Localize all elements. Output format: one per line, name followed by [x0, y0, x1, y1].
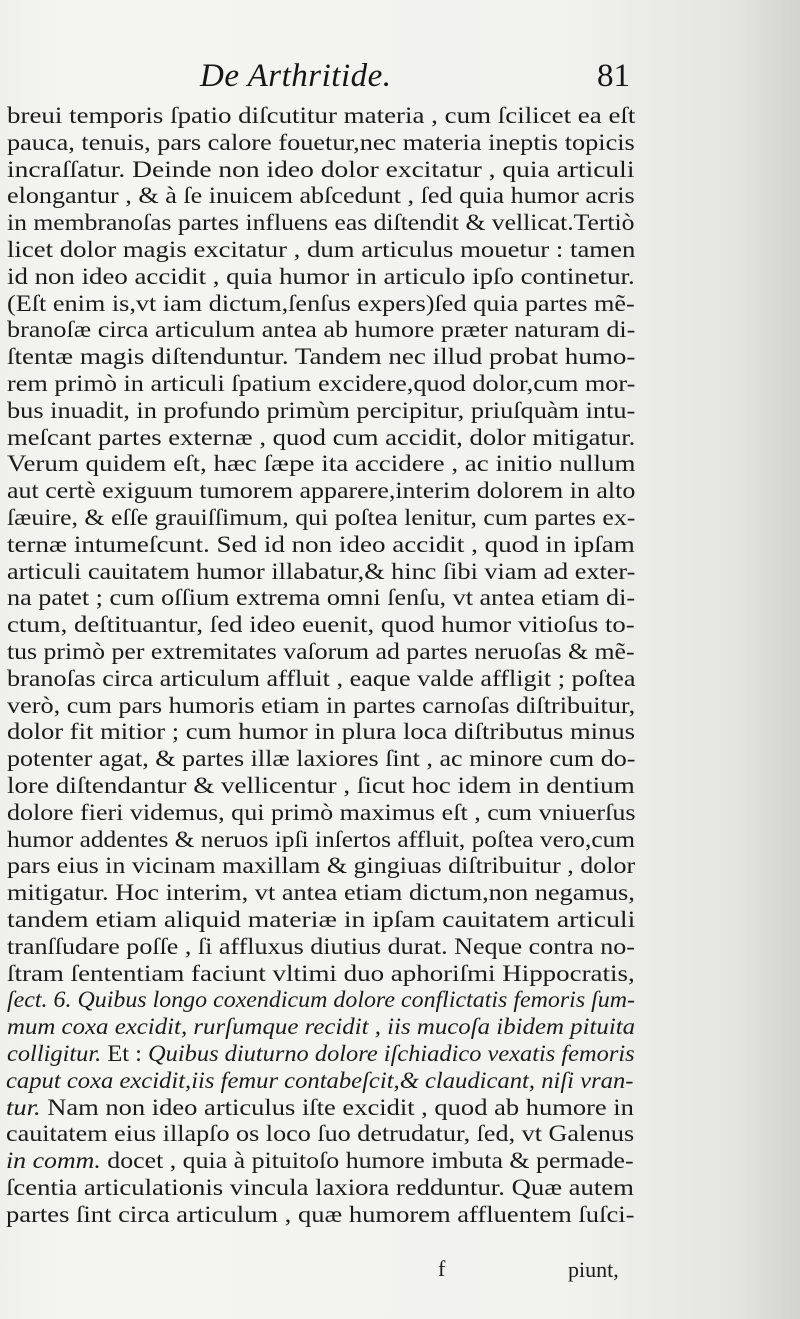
text-line [7, 746, 635, 772]
text-line [7, 987, 635, 1013]
text-line [7, 693, 635, 719]
line-text: id non ideo accidit , quia humor in articulo ipſo continetur. [7, 263, 635, 290]
text-line [7, 157, 634, 183]
line-text: in comm. [6, 1148, 101, 1175]
line-text: articuli cauitatem humor illabatur,& hinc ſibi viam ad exter- [7, 558, 636, 585]
text-line [7, 344, 635, 370]
text-line [7, 237, 635, 263]
text-line [7, 532, 635, 558]
text-line [7, 1041, 635, 1067]
line-text: ſcentia articulationis vincula laxiora redduntur. Quæ autem [6, 1175, 634, 1201]
catchword: piunt, [568, 1257, 619, 1282]
line-text: mitigatur. Hoc interim, vt antea etiam dictum,non negamus, [7, 880, 635, 907]
line-text: dolore fieri videmus, qui primò maximus eſt , cum vniuerſus [7, 799, 636, 826]
line-text: rem primò in articuli ſpatium excidere,quod dolor,cum mor- [7, 371, 636, 397]
line-text: incraſſatur. Deinde non ideo dolor excitatur , quia articuli [7, 156, 635, 183]
line-text: ſect. 6. Quibus longo coxendicum dolore conflictatis femoris ſum- [7, 987, 635, 1014]
line-text: colligitur. [7, 1041, 102, 1067]
text-line [7, 800, 635, 826]
line-text: ctum, deſtituantur, ſed ideo euenit, quod humor vitioſus to- [7, 612, 635, 639]
line-text: in membranoſas partes influens eas diſtendit & vellicat.Tertiò [7, 210, 635, 237]
line-text: branoſas circa articulum affluit , eaque valde affligit ; poſtea [7, 665, 636, 692]
line-text: mum coxa excidit, rurſumque recidit , iis mucoſa ibidem pituita [7, 1014, 636, 1041]
line-text: bus inuadit, in profundo primùm percipitur, priuſquàm intu- [7, 397, 636, 424]
text-line [7, 478, 635, 504]
text-line [7, 719, 635, 745]
text-line [7, 639, 635, 665]
text-line [7, 183, 635, 209]
text-line [7, 264, 635, 290]
text-line [6, 1121, 634, 1147]
line-text: branoſæ circa articulum antea ab humore præter naturam di- [7, 317, 636, 344]
text-line [7, 103, 635, 129]
text-line [6, 1202, 634, 1228]
line-text: pars eius in vicinam maxillam & gingiuas diſtribuitur , dolor [7, 853, 636, 880]
line-text: tandem etiam aliquid materiæ in ipſam cauitatem articuli [7, 907, 636, 933]
line-text: humor addentes & neruos ipſi inſertos affluit, poſtea vero,cum [7, 826, 636, 853]
line-text: dolor fit mitior ; cum humor in plura loca diſtributus minus [7, 719, 636, 746]
text-line [7, 505, 635, 531]
line-text: (Eſt enim is,vt iam dictum,ſenſus expers)ſed quia partes mẽ- [7, 290, 635, 317]
text-line [7, 398, 635, 424]
line-text: elongantur , & à ſe inuicem abſcedunt , ſed quia humor acris [7, 183, 635, 210]
text-line [7, 130, 635, 156]
line-text: lore diſtendantur & vellicentur , ſicut hoc idem in dentium [7, 773, 635, 799]
text-line [7, 291, 635, 317]
text-line [7, 425, 635, 451]
line-text: tus primò per extremitates vaſorum ad partes neruoſas & mẽ- [7, 639, 635, 665]
line-text: breui temporis ſpatio diſcutitur materia , cum ſcilicet ea eſt [7, 103, 636, 129]
text-line [6, 1148, 634, 1174]
line-text: cauitatem eius illapſo os loco ſuo detrudatur, ſed, vt Galenus [6, 1121, 635, 1148]
line-text: ternæ intumeſcunt. Sed id non ideo accidit , quod in ipſam [7, 531, 635, 558]
text-line [7, 210, 635, 236]
line-text: ſtentæ magis diſtenduntur. Tandem nec illud probat humo- [7, 344, 636, 371]
line-text: caput coxa excidit,iis femur contabeſcit,& claudicant, niſi vran- [6, 1067, 634, 1094]
page-number: 81 [597, 58, 630, 94]
line-text: potenter agat, & partes illæ laxiores ſint , ac minore cum do- [7, 746, 636, 773]
line-text: ſtram ſententiam faciunt vltimi duo aphoriſmi Hippocratis, [7, 960, 635, 987]
line-text: pauca, tenuis, pars calore fouetur,nec materia ineptis topicis [7, 129, 635, 156]
line-text-continued: Et : [101, 1041, 149, 1067]
text-line [7, 961, 635, 987]
text-line [7, 853, 635, 879]
text-line [7, 317, 635, 343]
text-line [7, 827, 635, 853]
line-text: ſæuire, & eſſe grauiſſimum, qui poſtea lenitur, cum partes ex- [7, 505, 636, 531]
line-text: tur. [6, 1094, 41, 1121]
text-line [7, 559, 635, 585]
line-text: na patet ; cum oſſium extrema omni ſenſu, vt antea etiam di- [7, 585, 636, 612]
line-text: licet dolor magis excitatur , dum articulus mouetur : tamen [7, 237, 636, 263]
text-line [6, 1175, 634, 1201]
text-line [7, 934, 635, 960]
text-line [6, 1095, 634, 1121]
text-line [7, 880, 635, 906]
line-text: partes ſint circa articulum , quæ humorem affluentem ſuſci- [6, 1201, 635, 1228]
line-text: verò, cum pars humoris etiam in partes carnoſas diſtribuitur, [7, 692, 636, 719]
signature-mark: f [438, 1256, 446, 1281]
line-text-continued: docet , quia à pituitoſo humore imbuta & permade- [100, 1148, 634, 1175]
running-title: De Arthritide. [200, 58, 392, 94]
text-line [7, 666, 635, 692]
text-line [6, 1068, 633, 1094]
line-text: aut certè exiguum tumorem apparere,interim dolorem in alto [7, 478, 636, 505]
line-text: tranſſudare poſſe , ſi affluxus diutius durat. Neque contra no- [7, 933, 635, 960]
line-text: Verum quidem eſt, hæc ſæpe ita accidere , ac initio nullum [7, 451, 636, 478]
text-line [7, 1014, 635, 1040]
line-text: meſcant partes externæ , quod cum accidit, dolor mitigatur. [7, 424, 636, 451]
line-text-continued: Nam non ideo articulus iſte excidit , quod ab humore in [40, 1094, 634, 1121]
text-line [7, 612, 635, 638]
text-line [7, 907, 635, 933]
text-line [7, 371, 635, 397]
text-line [7, 773, 635, 799]
line-text-italic: Quibus diuturno dolore iſchiadico vexatis femoris [148, 1041, 635, 1067]
text-line [7, 451, 635, 477]
text-line [7, 585, 635, 611]
